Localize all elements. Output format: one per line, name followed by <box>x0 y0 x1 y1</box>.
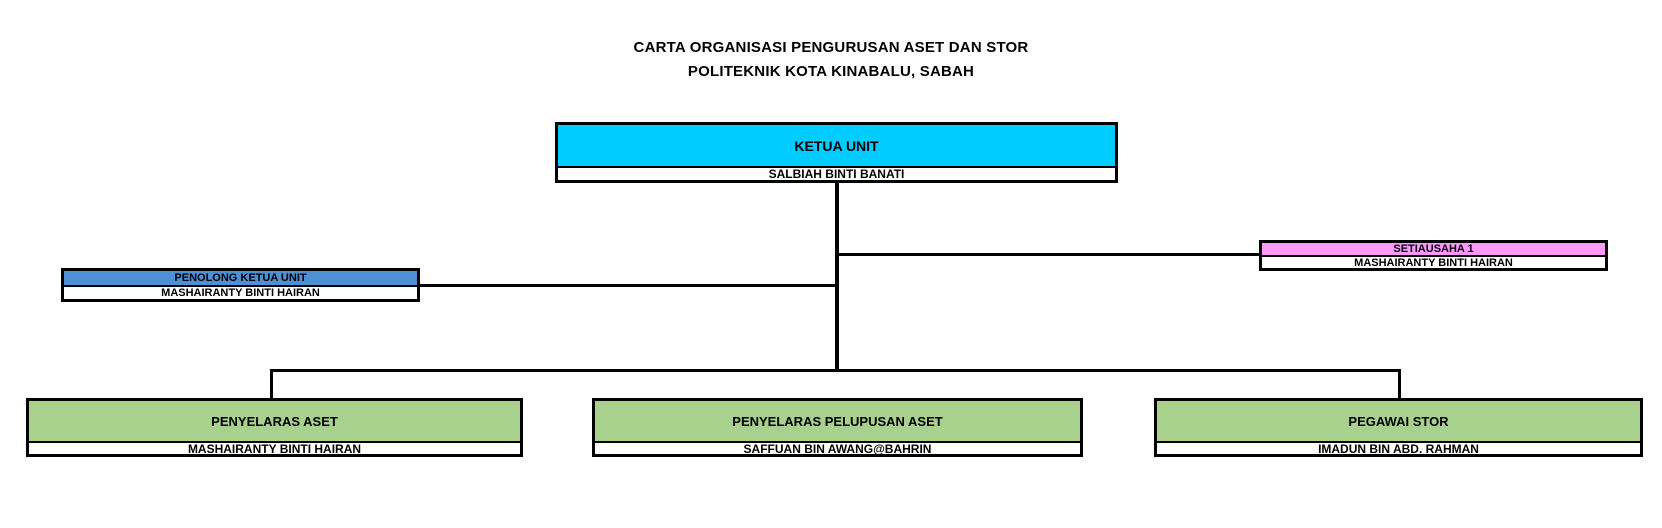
node-penyelaras-aset-role: PENYELARAS ASET <box>29 401 520 443</box>
node-setiausaha-1 <box>1259 240 1608 271</box>
node-pegawai-stor-role: PEGAWAI STOR <box>1157 401 1640 443</box>
chart-title: CARTA ORGANISASI PENGURUSAN ASET DAN STOR <box>633 39 1029 56</box>
chart-subtitle: POLITEKNIK KOTA KINABALU, SABAH <box>687 63 975 80</box>
connector-horizontal-bottom <box>270 369 1401 372</box>
node-penolong-ketua-unit-name: MASHAIRANTY BINTI HAIRAN <box>161 287 320 299</box>
connector-setiausaha <box>835 253 1262 256</box>
node-penyelaras-pelupusan-aset-name: SAFFUAN BIN AWANG@BAHRIN <box>743 443 932 454</box>
connector-drop-left <box>270 369 273 399</box>
node-ketua-unit-name: SALBIAH BINTI BANATI <box>768 168 905 180</box>
node-penolong-ketua-unit <box>61 268 420 302</box>
node-ketua-unit-role: KETUA UNIT <box>558 125 1115 168</box>
node-penolong-ketua-unit-role: PENOLONG KETUA UNIT <box>64 271 417 287</box>
node-ketua-unit <box>555 122 1118 183</box>
node-penyelaras-pelupusan-aset <box>592 398 1083 457</box>
connector-drop-right <box>1398 369 1401 399</box>
node-setiausaha-1-role: SETIAUSAHA 1 <box>1262 243 1605 257</box>
node-pegawai-stor-name: IMADUN BIN ABD. RAHMAN <box>1318 443 1479 454</box>
node-setiausaha-1-name: MASHAIRANTY BINTI HAIRAN <box>1354 257 1513 268</box>
node-pegawai-stor <box>1154 398 1643 457</box>
node-penyelaras-aset-name: MASHAIRANTY BINTI HAIRAN <box>187 443 362 454</box>
connector-trunk <box>835 181 839 370</box>
connector-penolong <box>417 284 839 287</box>
node-penyelaras-aset <box>26 398 523 457</box>
node-penyelaras-pelupusan-aset-role: PENYELARAS PELUPUSAN ASET <box>595 401 1080 443</box>
